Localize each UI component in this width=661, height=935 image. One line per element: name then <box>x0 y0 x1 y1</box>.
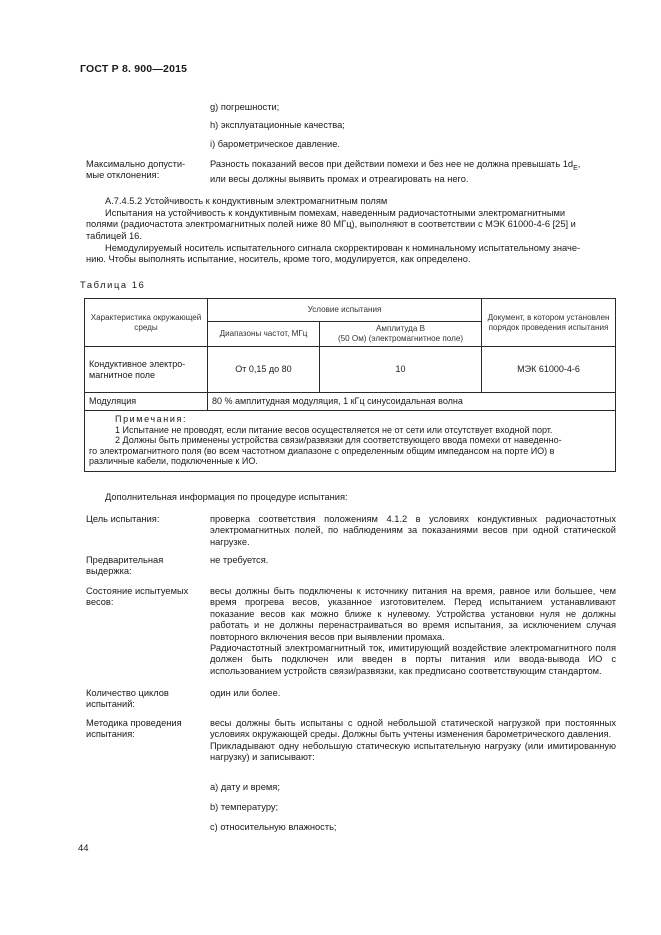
page-number: 44 <box>78 843 89 854</box>
item-c: c) относительную влажность; <box>210 822 337 832</box>
purpose-text: проверка соответствия положениям 4.1.2 в условиях кондуктивных радиочастотных электромагнитных полей, по наблюдениям за показаниями весов при одной статической нагрузке. <box>210 514 616 547</box>
note-2-line1: 2 Должны быть применены устройства связи/развязки для соответствующего ввода помехи от наведенно- <box>115 435 562 446</box>
list-item-h: h) эксплуатационные качества; <box>210 120 345 130</box>
document-header: ГОСТ Р 8. 900—2015 <box>80 63 188 75</box>
paragraph-2-line1: Немодулируемый носитель испытательного сигнала скорректирован к номинальному испытательному значе- <box>105 243 581 253</box>
amplitude-line2: (50 Ом) (электромагнитное поле) <box>337 334 464 343</box>
max-deviation-label-line1: Максимально допусти- <box>86 159 186 169</box>
method-text-2: Прикладывают одну небольшую статическую испытательную нагрузку (или имитированную нагрузку) и записывают: <box>210 740 616 763</box>
table-cell-row1-freq: От 0,15 до 80 <box>208 347 320 393</box>
table-cell-row1-doc: МЭК 61000-4-6 <box>482 347 616 393</box>
cycles-label: Количество циклов испытаний: <box>86 688 169 710</box>
section-paragraph-2 <box>86 243 616 266</box>
section-heading: А.7.4.5.2 Устойчивость к кондуктивным электромагнитным полям <box>105 196 388 206</box>
table-cell-row1-amp: 10 <box>320 347 482 393</box>
table-header-frequency: Диапазоны частот, МГц <box>208 322 320 347</box>
paragraph-1-line1: Испытания на устойчивость к кондуктивным помехам, наведенным радиочастотными электромагнитными <box>105 208 566 218</box>
method-text <box>210 718 616 764</box>
paragraph-1-line2: полями (радиочастота электромагнитных полей ниже 80 МГц), выполняют в соответствии с МЭК 61000-4-6 [25] и <box>86 219 576 230</box>
paragraph-1-line3: таблицей 16. <box>86 230 142 241</box>
amplitude-line1: Амплитуда В <box>375 324 426 334</box>
cycles-text: один или более. <box>210 688 281 698</box>
precondition-label: Предварительная выдержка: <box>86 555 164 577</box>
method-text-1: весы должны быть испытаны с одной небольшой статической нагрузкой при постоянных условиях окружающей среды. Должны быть учтены изменения барометрического давления. <box>210 718 616 740</box>
item-a: а) дату и время; <box>210 782 280 792</box>
max-deviation-text <box>210 159 616 186</box>
list-item-i: i) барометрическое давление. <box>210 139 340 149</box>
list-item-g: g) погрешности; <box>210 102 280 112</box>
note-2-line3: различные кабели, подключенные к ИО. <box>89 456 258 467</box>
additional-info-intro: Дополнительная информация по процедуре испытания: <box>105 492 348 502</box>
notes-title: Примечания: <box>115 414 188 424</box>
purpose-label: Цель испытания: <box>86 514 160 524</box>
item-b: b) температуру; <box>210 802 279 812</box>
table-header-condition: Условие испытания <box>208 299 482 322</box>
table-caption: Таблица 16 <box>80 280 146 290</box>
table-header-amplitude <box>320 322 482 347</box>
max-deviation-text-line2: или весы должны выявить промах и отреагировать на него. <box>210 174 469 185</box>
table-16 <box>84 298 616 472</box>
state-text-2: Радиочастотный электромагнитный ток, имитирующий воздействие электромагнитного поля должен быть подключен или введен в порты питания или ввода-вывода ИО с использованием устройств связи/развязки, как предписано соответствующим стандартом. <box>210 643 616 676</box>
max-deviation-label <box>86 159 204 182</box>
table-header-characteristic: Характеристика окружающей среды <box>85 299 208 347</box>
state-text-1: весы должны быть подключены к источнику питания на время, равное или большее, чем время прогрева весов, указанное изготовителем. Перед испытанием устанавливают показание весов как можно ближе к нулевому. Устройства установки нуля не должны работать и не должны перенастраиваться во время испытания, за исключением случая повторного включения весов при выявлении промаха. <box>210 586 616 642</box>
note-2-line2: го электромагнитного поля (во всем частотном диапазоне с определенным общим импедансом на порте ИО) в <box>89 445 555 456</box>
method-label: Методика проведения испытания: <box>86 718 182 740</box>
section-paragraph-1 <box>86 208 616 242</box>
table-cell-row2-value: 80 % амплитудная модуляция, 1 кГц синусоидальная волна <box>208 393 616 411</box>
max-deviation-label-line2: мые отклонения: <box>86 170 160 181</box>
max-deviation-text-line1: Разность показаний весов при действии помехи и без нее не должна превышать 1d <box>210 159 574 169</box>
note-1: 1 Испытание не проводят, если питание весов осуществляется не от сети или отсутствует входной порт. <box>115 424 553 435</box>
table-cell-row2-char: Модуляция <box>85 393 208 411</box>
subscript-e: E <box>573 164 578 172</box>
state-text <box>210 586 616 677</box>
table-notes <box>85 411 616 472</box>
table-header-document: Документ, в котором установлен порядок проведения испытания <box>482 299 616 347</box>
paragraph-2-line2: нию. Чтобы выполнять испытание, носитель, кроме того, модулируется, как определено. <box>86 254 471 265</box>
precondition-text: не требуется. <box>210 555 269 565</box>
state-label: Состояние испытуемых весов: <box>86 586 189 608</box>
table-cell-row1-char: Кондуктивное электро-магнитное поле <box>85 347 208 393</box>
max-deviation-comma: , <box>577 159 581 169</box>
